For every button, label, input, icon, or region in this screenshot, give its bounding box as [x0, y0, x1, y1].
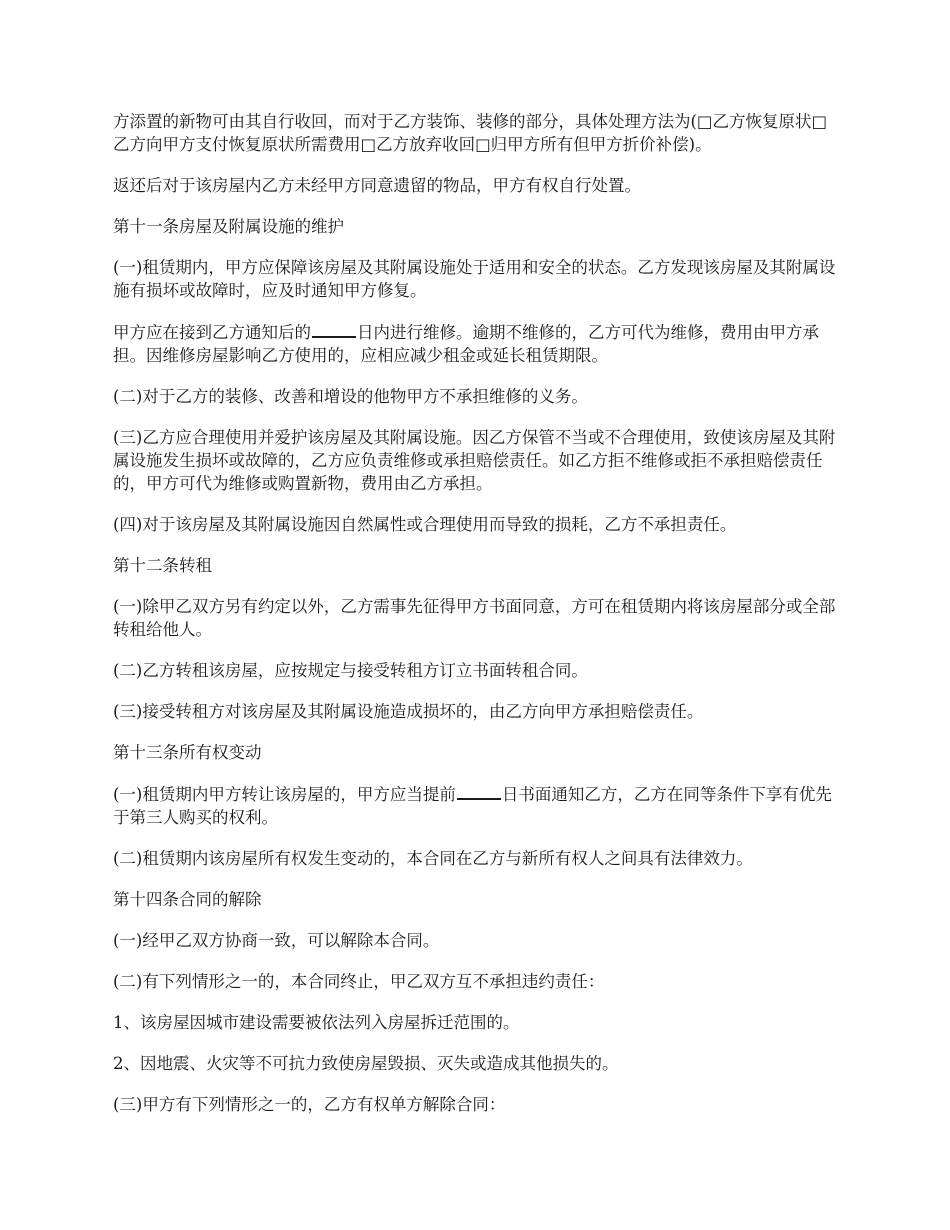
paragraph-14-1: (一)经甲乙双方协商一致，可以解除本合同。: [113, 931, 440, 950]
section-heading-14: 第十四条合同的解除: [113, 890, 262, 909]
section-heading-13: 第十三条所有权变动: [113, 743, 262, 762]
paragraph-11-4: (四)对于该房屋及其附属设施因自然属性或合理使用而导致的损耗，乙方不承担责任。: [113, 515, 737, 534]
paragraph-13-1: [113, 782, 843, 829]
list-item-14-2-2: 2、因地震、火灾等不可抗力致使房屋毁损、灭失或造成其他损失的。: [113, 1054, 619, 1073]
paragraph-12-1: (一)除甲乙双方另有约定以外，乙方需事先征得甲方书面同意，方可在租赁期内将该房屋部分或全部转租给他人。: [113, 597, 836, 639]
text-before-blank: 甲方应在接到乙方通知后的: [113, 323, 311, 342]
paragraph-12-2: (二)乙方转租该房屋，应按规定与接受转租方订立书面转租合同。: [113, 661, 588, 680]
paragraph-11-repair-deadline: [113, 320, 843, 367]
paragraph-11-1: (一)租赁期内，甲方应保障该房屋及其附属设施处于适用和安全的状态。乙方发现该房屋及其附属设施有损坏或故障时，应及时通知甲方修复。: [113, 258, 836, 300]
fill-in-blank: [312, 320, 356, 338]
paragraph-left-items: 返还后对于该房屋内乙方未经甲方同意遗留的物品，甲方有权自行处置。: [113, 176, 641, 195]
paragraph-14-2: (二)有下列情形之一的，本合同终止，甲乙双方互不承担违约责任：: [113, 972, 605, 991]
text-after-blank: 日内进行维修。逾期不维修的，乙方可代为维修，费用由甲方承担。因维修房屋影响乙方使用的，应相应减少租金或延长租赁期限。: [113, 323, 819, 365]
text-after-blank: 日书面通知乙方，乙方在同等条件下享有优先于第三人购买的权利。: [113, 785, 832, 827]
paragraph-11-3: (三)乙方应合理使用并爱护该房屋及其附属设施。因乙方保管不当或不合理使用，致使该房屋及其附属设施发生损坏或故障的，乙方应负责维修或承担赔偿责任。如乙方拒不维修或拒不承担赔偿责任的，甲方可代为维修或购置新物，费用由乙方承担。: [113, 428, 836, 493]
section-heading-11: 第十一条房屋及附属设施的维护: [113, 217, 344, 236]
text-before-blank: (一)租赁期内甲方转让该房屋的，甲方应当提前: [113, 785, 456, 804]
paragraph-13-2: (二)租赁期内该房屋所有权发生变动的，本合同在乙方与新所有权人之间具有法律效力。: [113, 849, 753, 868]
list-item-14-2-1: 1、该房屋因城市建设需要被依法列入房屋拆迁范围的。: [113, 1013, 520, 1032]
paragraph-14-3: (三)甲方有下列情形之一的，乙方有权单方解除合同：: [113, 1095, 506, 1114]
paragraph-12-3: (三)接受转租方对该房屋及其附属设施造成损坏的，由乙方向甲方承担赔偿责任。: [113, 702, 704, 721]
paragraph-fixture-disposal: 方添置的新物可由其自行收回，而对于乙方装饰、装修的部分，具体处理方法为(□乙方恢复原状□乙方向甲方支付恢复原状所需费用□乙方放弃收回□归甲方所有但甲方折价补偿)。: [113, 112, 828, 154]
section-heading-12: 第十二条转租: [113, 556, 212, 575]
paragraph-11-2: (二)对于乙方的装修、改善和增设的他物甲方不承担维修的义务。: [113, 387, 588, 406]
document-page: [113, 110, 843, 1134]
fill-in-blank: [457, 782, 501, 800]
